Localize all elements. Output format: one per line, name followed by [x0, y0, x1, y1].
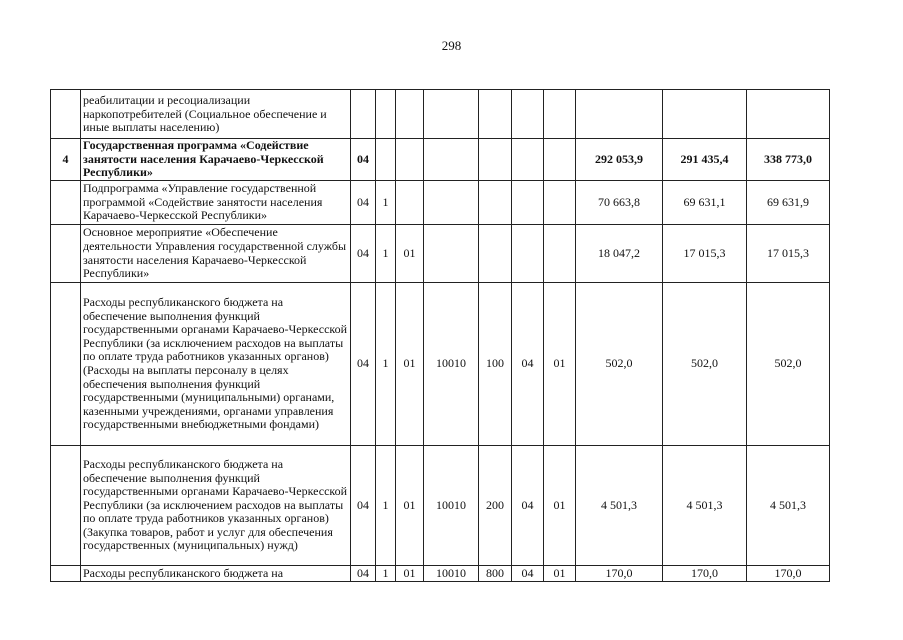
- section-code: 04: [512, 566, 544, 582]
- subsection-code: [544, 225, 576, 283]
- amount-year-2: 17 015,3: [663, 225, 747, 283]
- direction-code: [424, 181, 479, 225]
- amount-year-2: [663, 90, 747, 139]
- amount-year-1: 18 047,2: [576, 225, 663, 283]
- amount-year-2: 170,0: [663, 566, 747, 582]
- subsection-code: 01: [544, 566, 576, 582]
- program-code: 04: [351, 446, 376, 566]
- measure-code: [396, 90, 424, 139]
- row-name: Расходы республиканского бюджета на обеспечение выполнения функций государственными органами Карачаево-Черкесской Республики (за исключением расходов на выплаты по оплате труда работников указанных органов) (Закупка товаров, работ и услуг для обеспечения государственных (муниципальных) нужд): [81, 446, 351, 566]
- row-name: Государственная программа «Содействие занятости населения Карачаево-Черкесской Республики»: [81, 139, 351, 181]
- amount-year-1: 170,0: [576, 566, 663, 582]
- row-name: Подпрограмма «Управление государственной программой «Содействие занятости населения Карачаево-Черкесской Республики»: [81, 181, 351, 225]
- program-code: 04: [351, 283, 376, 446]
- amount-year-1: 4 501,3: [576, 446, 663, 566]
- amount-year-2: 291 435,4: [663, 139, 747, 181]
- amount-year-3: 502,0: [747, 283, 830, 446]
- amount-year-3: 338 773,0: [747, 139, 830, 181]
- subsection-code: 01: [544, 446, 576, 566]
- program-code: 04: [351, 566, 376, 582]
- program-code: 04: [351, 181, 376, 225]
- amount-year-1: 292 053,9: [576, 139, 663, 181]
- direction-code: 10010: [424, 283, 479, 446]
- subprogram-code: 1: [376, 446, 396, 566]
- amount-year-3: 17 015,3: [747, 225, 830, 283]
- table-row: [51, 225, 830, 283]
- measure-code: 01: [396, 566, 424, 582]
- amount-year-2: 4 501,3: [663, 446, 747, 566]
- direction-code: [424, 90, 479, 139]
- table-row: [51, 181, 830, 225]
- section-code: [512, 90, 544, 139]
- subsection-code: [544, 181, 576, 225]
- table-row: [51, 283, 830, 446]
- row-number: 4: [51, 139, 81, 181]
- measure-code: [396, 181, 424, 225]
- table-row: [51, 90, 830, 139]
- row-name: Расходы республиканского бюджета на обеспечение выполнения функций государственными органами Карачаево-Черкесской Республики (за исключением расходов на выплаты по оплате труда работников указанных органов) (Расходы на выплаты персоналу в целях обеспечения выполнения функций государственными (муниципальными) органами, казенными учреждениями, органами управления государственными внебюджетными фондами): [81, 283, 351, 446]
- section-code: [512, 225, 544, 283]
- table-row: [51, 446, 830, 566]
- expense-type-code: 100: [479, 283, 512, 446]
- amount-year-3: [747, 90, 830, 139]
- page-number: 298: [441, 38, 462, 53]
- amount-year-3: 69 631,9: [747, 181, 830, 225]
- subsection-code: 01: [544, 283, 576, 446]
- expense-type-code: 800: [479, 566, 512, 582]
- direction-code: 10010: [424, 566, 479, 582]
- amount-year-1: [576, 90, 663, 139]
- table-row: [51, 139, 830, 181]
- amount-year-1: 70 663,8: [576, 181, 663, 225]
- section-code: [512, 139, 544, 181]
- section-code: 04: [512, 446, 544, 566]
- measure-code: 01: [396, 283, 424, 446]
- subprogram-code: 1: [376, 283, 396, 446]
- budget-table: [50, 89, 830, 582]
- row-number: [51, 566, 81, 582]
- expense-type-code: 200: [479, 446, 512, 566]
- direction-code: [424, 139, 479, 181]
- amount-year-3: 170,0: [747, 566, 830, 582]
- measure-code: [396, 139, 424, 181]
- subprogram-code: [376, 139, 396, 181]
- subprogram-code: 1: [376, 225, 396, 283]
- table-row: [51, 566, 830, 582]
- row-name: реабилитации и ресоциализации наркопотребителей (Социальное обеспечение и иные выплаты населению): [81, 90, 351, 139]
- expense-type-code: [479, 90, 512, 139]
- expense-type-code: [479, 139, 512, 181]
- measure-code: 01: [396, 225, 424, 283]
- subsection-code: [544, 139, 576, 181]
- expense-type-code: [479, 225, 512, 283]
- amount-year-2: 69 631,1: [663, 181, 747, 225]
- row-number: [51, 90, 81, 139]
- measure-code: 01: [396, 446, 424, 566]
- direction-code: [424, 225, 479, 283]
- section-code: [512, 181, 544, 225]
- row-number: [51, 225, 81, 283]
- direction-code: 10010: [424, 446, 479, 566]
- row-name: Основное мероприятие «Обеспечение деятельности Управления государственной службы занятости населения Карачаево-Черкесской Республики»: [81, 225, 351, 283]
- amount-year-3: 4 501,3: [747, 446, 830, 566]
- expense-type-code: [479, 181, 512, 225]
- row-number: [51, 446, 81, 566]
- row-name: Расходы республиканского бюджета на: [81, 566, 351, 582]
- subprogram-code: 1: [376, 566, 396, 582]
- program-code: 04: [351, 139, 376, 181]
- row-number: [51, 181, 81, 225]
- amount-year-1: 502,0: [576, 283, 663, 446]
- subprogram-code: [376, 90, 396, 139]
- section-code: 04: [512, 283, 544, 446]
- amount-year-2: 502,0: [663, 283, 747, 446]
- row-number: [51, 283, 81, 446]
- subsection-code: [544, 90, 576, 139]
- subprogram-code: 1: [376, 181, 396, 225]
- program-code: [351, 90, 376, 139]
- program-code: 04: [351, 225, 376, 283]
